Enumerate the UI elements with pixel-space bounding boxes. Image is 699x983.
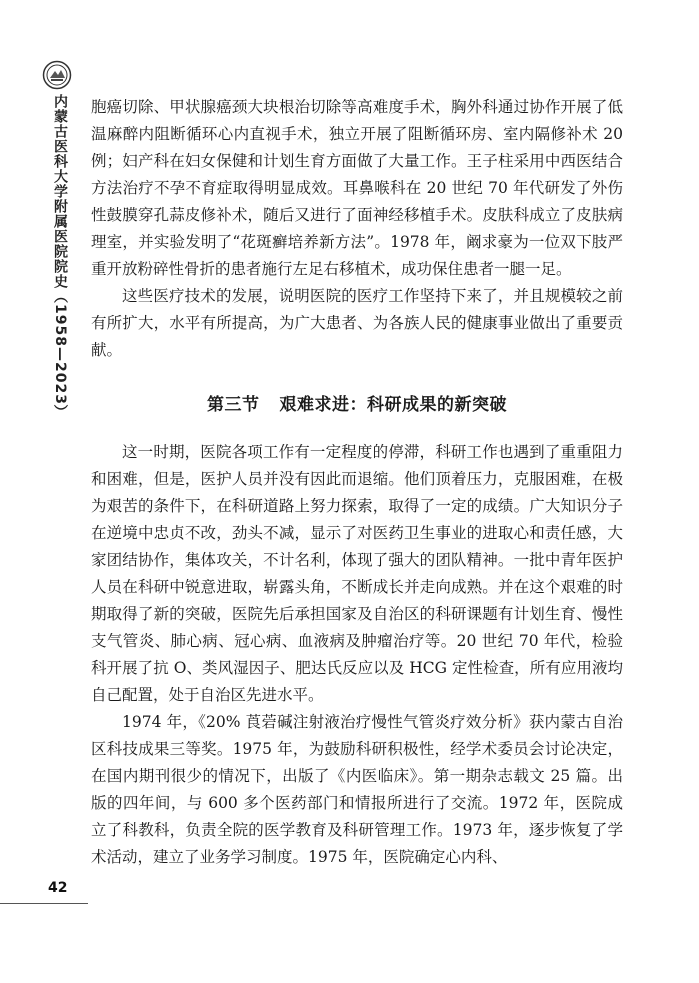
paragraph-2: 1974 年，《20% 莨菪碱注射液治疗慢性气管炎疗效分析》获内蒙古自治区科技成果三等奖。1975 年，为鼓励科研积极性，经学术委员会讨论决定，在国内期刊很少的情况下，出版了《内医临床》。第一期杂志载文 25 篇。出版的四年间，与 600 多个医药部门和情报所进行了交流。1972 年，医院成立了科教科，负责全院的医学教育及科研管理工作。1973 年，逐步恢复了学术活动，建立了业务学习制度。1975 年，医院确定心内科、	[91, 713, 623, 866]
paragraph-summary: 这些医疗技术的发展，说明医院的医疗工作坚持下来了，并且规模较之前有所扩大，水平有所提高，为广大患者、为各族人民的健康事业做出了重要贡献。	[91, 287, 623, 359]
page-content	[91, 94, 623, 871]
section-title: 艰难求进：科研成果的新突破	[279, 395, 507, 415]
section-heading	[91, 390, 623, 415]
page-number: 42	[48, 880, 68, 896]
section-label: 第三节	[207, 395, 260, 415]
university-emblem-icon	[42, 60, 72, 90]
book-title: 内蒙古医科大学附属医院院史（1958—2023）	[52, 94, 68, 420]
paragraph-continued: 胞癌切除、甲状腺癌颈大块根治切除等高难度手术，胸外科通过协作开展了低温麻醉内阻断循环心内直视手术，独立开展了阻断循环房、室内隔修补术 20 例；妇产科在妇女保健和计划生育方面做了大量工作。王子柱采用中西医结合方法治疗不孕不育症取得明显成效。耳鼻喉科在 20 世纪 70 年代研发了外伤性鼓膜穿孔蒜皮修补术，随后又进行了面神经移植手术。皮肤科成立了皮肤病理室，并实验发明了“花斑癣培养新方法”。1978 年，阚求豪为一位双下肢严重开放粉碎性骨折的患者施行左足右移植术，成功保住患者一腿一足。	[91, 98, 623, 278]
footer-rule	[0, 903, 88, 904]
sidebar	[0, 0, 74, 983]
paragraph-1: 这一时期，医院各项工作有一定程度的停滞，科研工作也遇到了重重阻力和困难，但是，医护人员并没有因此而退缩。他们顶着压力，克服困难，在极为艰苦的条件下，在科研道路上努力探索，取得了一定的成绩。广大知识分子在逆境中忠贞不改，劲头不减，显示了对医药卫生事业的进取心和责任感，大家团结协作，集体攻关，不计名利，体现了强大的团队精神。一批中青年医护人员在科研中锐意进取，崭露头角，不断成长并走向成熟。并在这个艰难的时期取得了新的突破，医院先后承担国家及自治区的科研课题有计划生育、慢性支气管炎、肺心病、冠心病、血液病及肿瘤治疗等。20 世纪 70 年代，检验科开展了抗 O、类风湿因子、肥达氏反应以及 HCG 定性检查，所有应用液均自己配置，处于自治区先进水平。	[91, 443, 623, 704]
